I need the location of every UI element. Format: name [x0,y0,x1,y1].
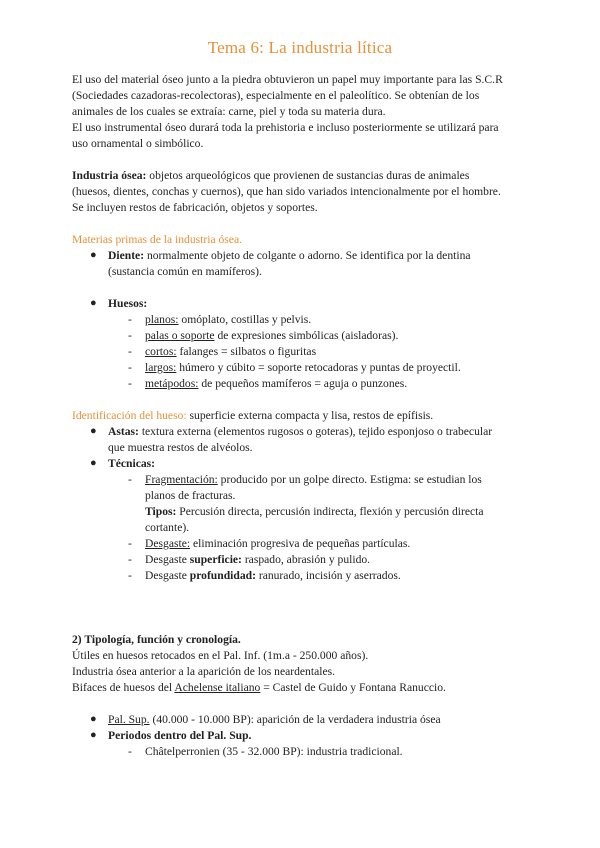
huesos-item [145,360,461,375]
intro-line-3: animales de los cuales se extraía: carne, piel y toda su materia dura. [72,105,386,118]
diente-line-2: (sustancia común en mamíferos). [108,265,262,278]
bullet-icon: ● [90,425,97,437]
tipos-text: Percusión directa, percusión indirecta, flexión y percusión directa [176,505,484,518]
tipologia-line-3-suffix: = Castel de Guido y Fontana Ranuccio. [260,681,446,694]
dash-icon: - [128,345,132,358]
superficie-term: superficie: [189,553,242,566]
huesos-term: Huesos: [108,297,148,310]
dash-icon: - [128,473,132,486]
tipologia-line-3 [72,680,446,695]
desgaste-line [145,536,410,551]
materias-heading: Materias primas de la industria ósea. [72,233,242,246]
astas-text: textura externa (elementos rugosos o goteras), tejido esponjoso o trabecular [138,425,493,438]
diente-text: normalmente objeto de colgante o adorno. Se identifica por la dentina [144,249,471,262]
tipos-line-1 [145,504,484,519]
desgaste-term: Desgaste: [145,537,191,550]
periodos-heading: Periodos dentro del Pal. Sup. [108,729,252,742]
superficie-text: raspado, abrasión y pulido. [241,553,371,566]
dash-icon: - [128,361,132,374]
dash-icon: - [128,745,132,758]
huesos-item-text: de pequeños mamíferos = aguja o punzones. [198,377,408,390]
desgaste-prefix: Desgaste [145,569,190,582]
bullet-icon: ● [90,297,97,309]
desgaste-superficie-line [145,552,370,567]
osea-line-2: (huesos, dientes, conchas y cuernos), que han sido variados intencionalmente por el hombre. [72,185,501,198]
tipologia-line-1: Útiles en huesos retocados en el Pal. Inf. (1m.a - 250.000 años). [72,649,369,662]
huesos-item-text: húmero y cúbito = soporte retocadoras y puntas de proyectil. [176,361,461,374]
profundidad-text: ranurado, incisión y aserrados. [255,569,401,582]
huesos-item-term: largos: [145,361,177,374]
desgaste-profundidad-line [145,568,401,583]
huesos-item-term: palas o soporte [145,329,215,342]
profundidad-term: profundidad: [189,569,256,582]
osea-line-3: Se incluyen restos de fabricación, objetos y soportes. [72,201,318,214]
huesos-item [145,376,407,391]
tipologia-heading: 2) Tipología, función y cronología. [72,633,241,646]
osea-line-1 [72,168,469,183]
huesos-item [145,344,316,359]
astas-line-1 [108,424,492,439]
astas-line-2: que muestra restos de alvéolos. [108,441,253,454]
achelense-term: Achelense italiano [174,681,261,694]
dash-icon: - [128,569,132,582]
desgaste-text: eliminación progresiva de pequeñas partículas. [190,537,411,550]
page-title: Tema 6: La industria lítica [207,38,393,57]
palsup-line [108,712,441,727]
tecnicas-term: Técnicas: [108,457,156,470]
bullet-icon: ● [90,729,97,741]
huesos-item-text: de expresiones simbólicas (aisladoras). [214,329,399,342]
dash-icon: - [128,377,132,390]
intro-line-4: El uso instrumental óseo durará toda la prehistoria e incluso posteriormente se utilizará para [72,121,499,134]
identificacion-line [72,408,433,423]
huesos-item [145,312,311,327]
intro-line-2: (Sociedades cazadoras-recolectoras), especialmente en el paleolítico. Se obtenían de los [72,89,480,102]
fragmentacion-line-1 [145,472,482,487]
identificacion-heading: Identificación del hueso: [72,409,187,422]
huesos-item-term: planos: [145,313,179,326]
tipologia-line-3-prefix: Bifaces de huesos del [72,681,175,694]
bullet-icon: ● [90,713,97,725]
diente-term: Diente: [108,249,145,262]
diente-line-1 [108,248,471,263]
intro-line-1: El uso del material óseo junto a la piedra obtuvieron un papel muy importante para las S.C.R [72,73,503,86]
desgaste-prefix: Desgaste [145,553,190,566]
huesos-item-text: falanges = silbatos o figuritas [176,345,317,358]
tipologia-line-2: Industria ósea anterior a la aparición de los neardentales. [72,665,335,678]
huesos-item-term: metápodos: [145,377,199,390]
dash-icon: - [128,329,132,342]
fragmentacion-term: Fragmentación: [145,473,218,486]
tipos-term: Tipos: [145,505,177,518]
tipos-line-2: cortante). [145,521,190,534]
palsup-text: (40.000 - 10.000 BP): aparición de la verdadera industria ósea [149,713,441,726]
huesos-item [145,328,398,343]
identificacion-text: superficie externa compacta y lisa, restos de epífisis. [186,409,434,422]
huesos-item-term: cortos: [145,345,177,358]
dash-icon: - [128,553,132,566]
dash-icon: - [128,537,132,550]
intro-line-5: uso ornamental o simbólico. [72,137,204,150]
fragmentacion-text: producido por un golpe directo. Estigma: se estudian los [217,473,482,486]
bullet-icon: ● [90,249,97,261]
palsup-term: Pal. Sup. [108,713,150,726]
astas-term: Astas: [108,425,139,438]
huesos-item-text: omóplato, costillas y pelvis. [178,313,312,326]
osea-term: Industria ósea: [72,169,147,182]
dash-icon: - [128,313,132,326]
chatelperronien-line: Châtelperronien (35 - 32.000 BP): industria tradicional. [145,745,403,758]
bullet-icon: ● [90,457,97,469]
osea-text: objetos arqueológicos que provienen de sustancias duras de animales [146,169,470,182]
fragmentacion-line-2: planos de fracturas. [145,489,236,502]
